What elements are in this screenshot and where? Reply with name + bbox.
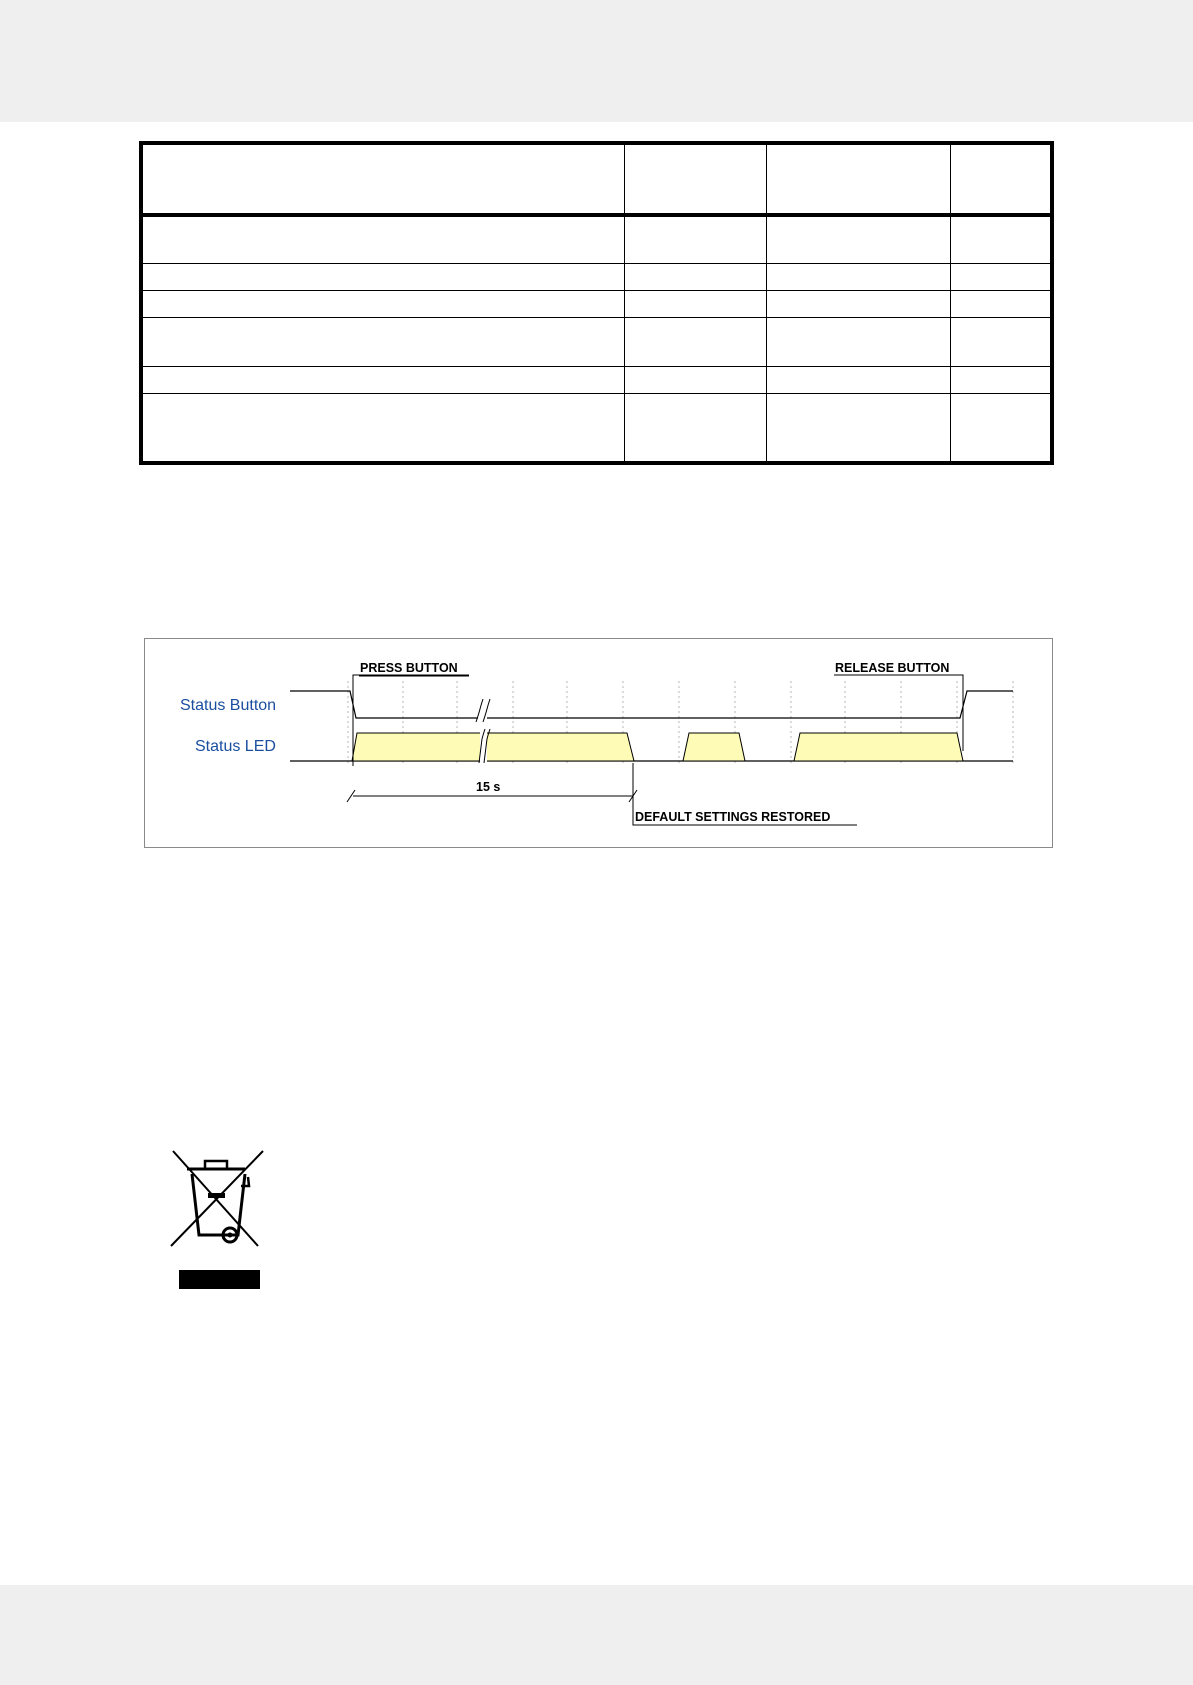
table-cell [766,263,950,290]
table-row [141,290,1052,317]
spec-table [139,141,1054,465]
table-row [141,215,1052,263]
default-settings-restored-label: DEFAULT SETTINGS RESTORED [635,810,831,824]
table-cell [950,317,1052,366]
table-cell [950,263,1052,290]
table-row [141,317,1052,366]
table-cell [950,366,1052,393]
reset-timing-diagram [144,638,1053,848]
led-pulse [794,733,963,761]
table-cell [766,317,950,366]
crossed-out-wheelie-bin-icon [168,1148,272,1290]
led-pulse [683,733,745,761]
table-row [141,263,1052,290]
table-cell [624,393,766,463]
table-cell [624,366,766,393]
table-cell [766,290,950,317]
table-cell [141,263,624,290]
table-cell [141,143,624,215]
table-cell [141,290,624,317]
table-cell [624,143,766,215]
status-led-label: Status LED [195,738,276,755]
bottom-margin-band [0,1585,1193,1685]
table-cell [950,393,1052,463]
led-pulse [485,733,634,761]
table-cell [141,393,624,463]
table-cell [141,317,624,366]
table-cell [766,143,950,215]
table-row [141,366,1052,393]
table-cell [766,215,950,263]
table-cell [950,290,1052,317]
table-cell [766,393,950,463]
status-button-label: Status Button [180,697,277,714]
table-header-row [141,143,1052,215]
duration-label: 15 s [476,780,501,794]
top-margin-band [0,0,1193,122]
led-pulse [352,733,482,761]
time-break-mark-button [476,699,490,723]
table-cell [624,317,766,366]
table-cell [624,290,766,317]
table-cell [950,215,1052,263]
table-cell [766,366,950,393]
table-row [141,393,1052,463]
table-cell [950,143,1052,215]
release-button-label: RELEASE BUTTON [835,661,950,675]
timing-diagram-svg [145,639,1054,849]
table-cell [141,366,624,393]
status-button-waveform [290,691,1013,718]
table-cell [624,215,766,263]
table-cell [141,215,624,263]
table-cell [624,263,766,290]
press-button-label: PRESS BUTTON [360,661,458,675]
